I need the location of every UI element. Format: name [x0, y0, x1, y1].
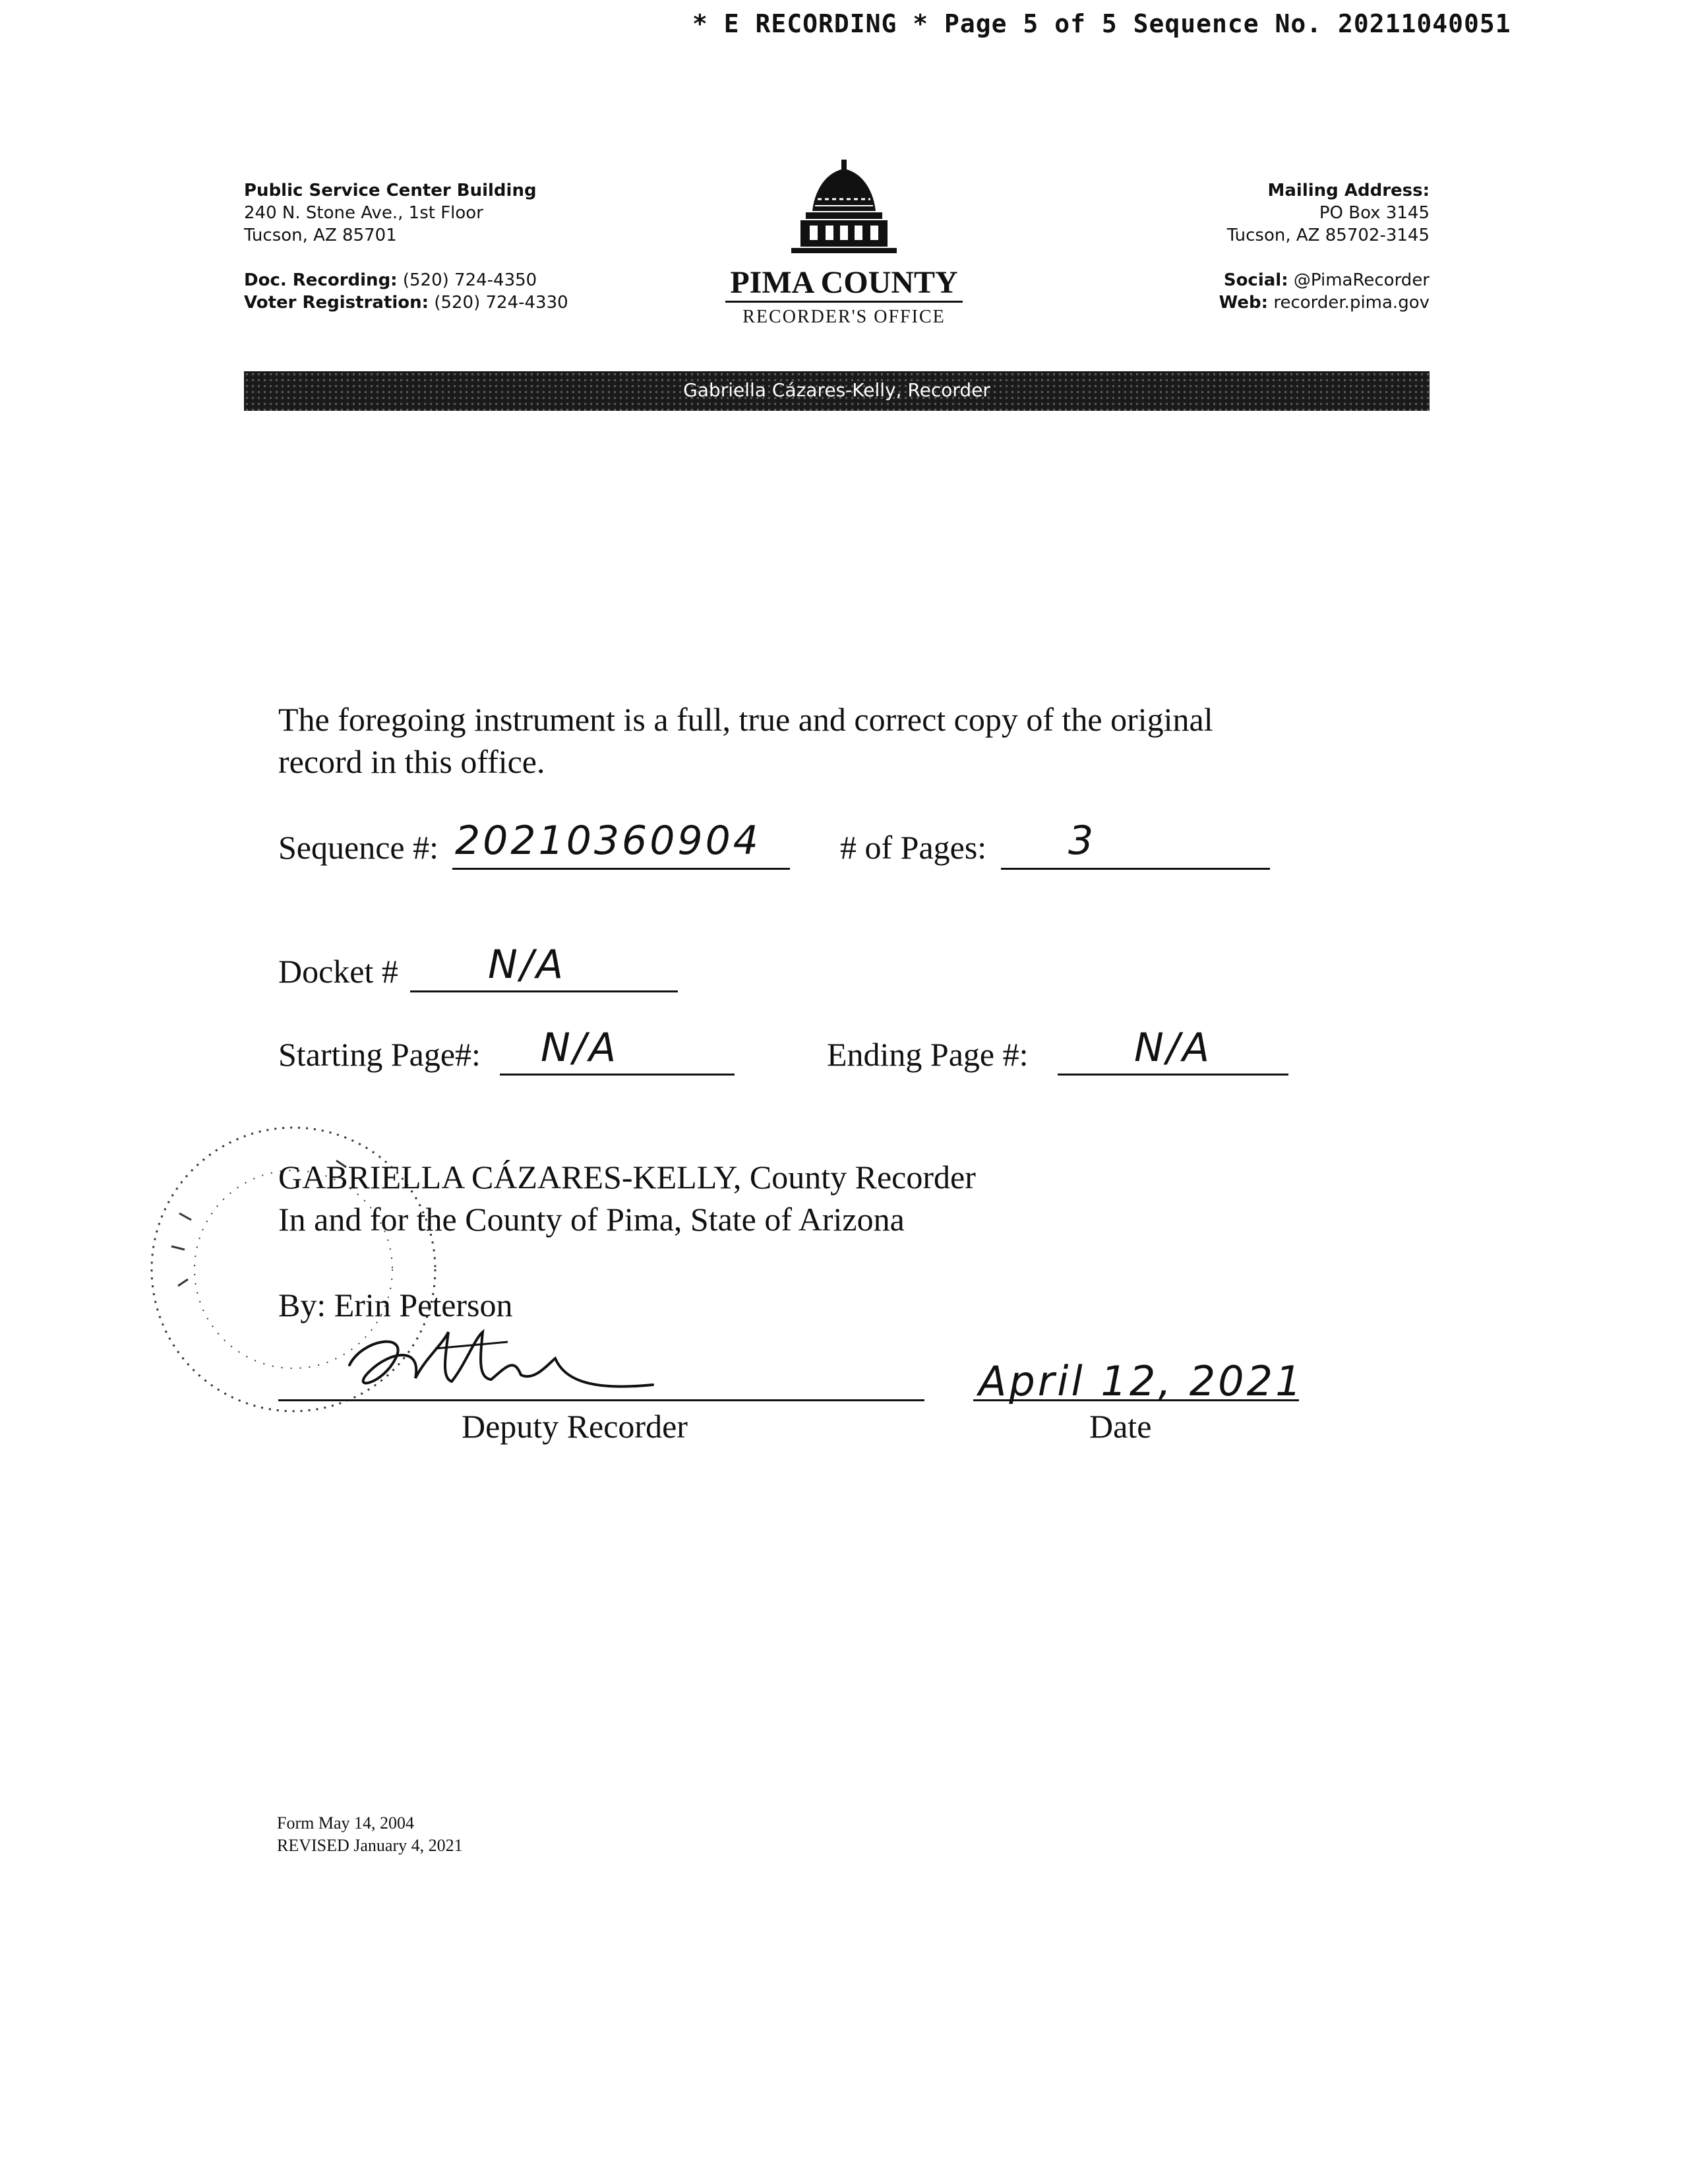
sequence-value: 20210360904 [455, 818, 761, 864]
website: Web: recorder.pima.gov [1219, 293, 1430, 313]
ending-page-label: Ending Page #: [827, 1036, 1029, 1073]
form-footer [277, 1812, 463, 1857]
recorder-name-line: GABRIELLA CÁZARES-KELLY, County Recorder [278, 1159, 976, 1196]
pages-label: # of Pages: [840, 829, 987, 866]
mailing-city: Tucson, AZ 85702-3145 [1226, 226, 1430, 245]
date-label: Date [1089, 1408, 1152, 1445]
deputy-signature [310, 1319, 666, 1405]
address-line-1: 240 N. Stone Ave., 1st Floor [244, 203, 483, 223]
banner-text: Gabriella Cázares-Kelly, Recorder [683, 379, 990, 401]
starting-page-underline [500, 1074, 735, 1076]
deputy-recorder-label: Deputy Recorder [462, 1408, 688, 1445]
form-revised: REVISED January 4, 2021 [277, 1836, 463, 1855]
statement-line-1: The foregoing instrument is a full, true and correct copy of the original [278, 701, 1213, 738]
sequence-underline [452, 868, 790, 870]
deputy-signature-line [278, 1399, 924, 1401]
date-value: April 12, 2021 [979, 1357, 1304, 1405]
docket-underline [410, 990, 678, 992]
po-box: PO Box 3145 [1319, 203, 1430, 223]
recording-header: * E RECORDING * Page 5 of 5 Sequence No. 20211040051 [692, 9, 1511, 38]
sequence-label: Sequence #: [278, 829, 438, 866]
docket-value: N/A [488, 942, 566, 988]
mailing-address-block [1219, 179, 1430, 314]
office-address-block [244, 179, 568, 314]
courthouse-dome-icon [791, 160, 897, 258]
starting-page-value: N/A [541, 1025, 619, 1071]
pages-value: 3 [1068, 818, 1097, 864]
by-line: By: Erin Peterson [278, 1287, 513, 1323]
logo-name: PIMA COUNTY [730, 265, 958, 300]
social-handle: Social: @PimaRecorder [1223, 270, 1430, 290]
pages-underline [1001, 868, 1270, 870]
logo-subtitle: RECORDER'S OFFICE [725, 301, 963, 328]
statement-line-2: record in this office. [278, 743, 545, 780]
county-line: In and for the County of Pima, State of Arizona [278, 1201, 905, 1238]
voter-registration-phone: Voter Registration: (520) 724-4330 [244, 293, 568, 313]
doc-recording-phone: Doc. Recording: (520) 724-4350 [244, 270, 537, 290]
ending-page-underline [1058, 1074, 1288, 1076]
mailing-label: Mailing Address: [1267, 181, 1430, 200]
form-date: Form May 14, 2004 [277, 1813, 414, 1833]
building-name: Public Service Center Building [244, 181, 537, 200]
ending-page-value: N/A [1134, 1025, 1213, 1071]
pima-county-logo [712, 160, 976, 328]
starting-page-label: Starting Page#: [278, 1036, 481, 1073]
recorder-banner [244, 371, 1430, 411]
docket-label: Docket # [278, 953, 398, 990]
address-line-2: Tucson, AZ 85701 [244, 226, 397, 245]
